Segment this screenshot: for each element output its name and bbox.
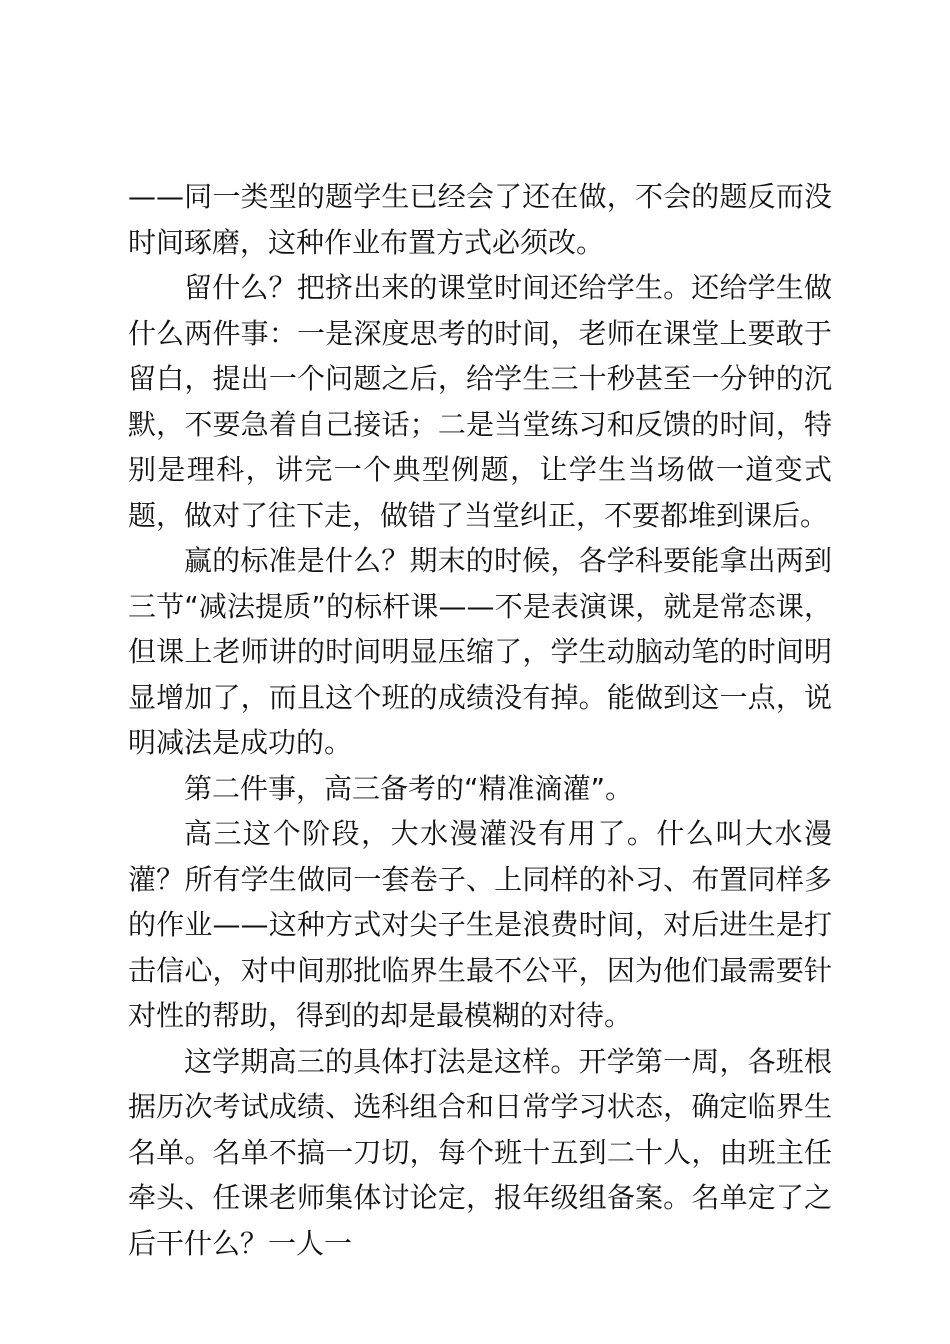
paragraph-what-to-keep: 留什么？把挤出来的课堂时间还给学生。还给学生做什么两件事：一是深度思考的时间，老师在课堂上要敢于留白，提出一个问题之后，给学生三十秒甚至一分钟的沉默，不要急着自己接话；二是当堂练习和反馈的时间，特别是理科，讲完一个典型例题，让学生当场做一道变式题，做对了往下走，做错了当堂纠正，不要都堆到课后。 [128,271,832,532]
paragraph-senior-three-plan: 这学期高三的具体打法是这样。开学第一周，各班根据历次考试成绩、选科组合和日常学习状态，确定临界生名单。名单不搞一刀切，每个班十五到二十人，由班主任牵头、任课老师集体讨论定，报年级组备案。名单定了之后干什么？一人一 [128,1044,832,1260]
document-body [128,174,832,1266]
paragraph-winning-standard: 赢的标准是什么？期末的时候，各学科要能拿出两到三节“减法提质”的标杆课——不是表演课，就是常态课，但课上老师讲的时间明显压缩了，学生动脑动笔的时间明显增加了，而且这个班的成绩没有掉。能做到这一点，说明减法是成功的。 [128,544,832,759]
paragraph-continuation: ——同一类型的题学生已经会了还在做，不会的题反而没时间琢磨，这种作业布置方式必须改。 [128,180,832,259]
paragraph-senior-three-stage: 高三这个阶段，大水漫灌没有用了。什么叫大水漫灌？所有学生做同一套卷子、上同样的补习、布置同样多的作业——这种方式对尖子生是浪费时间，对后进生是打击信心，对中间那批临界生最不公平，因为他们最需要针对性的帮助，得到的却是最模糊的对待。 [128,817,832,1032]
paragraph-second-item-heading: 第二件事，高三备考的“精准滴灌”。 [184,771,634,805]
